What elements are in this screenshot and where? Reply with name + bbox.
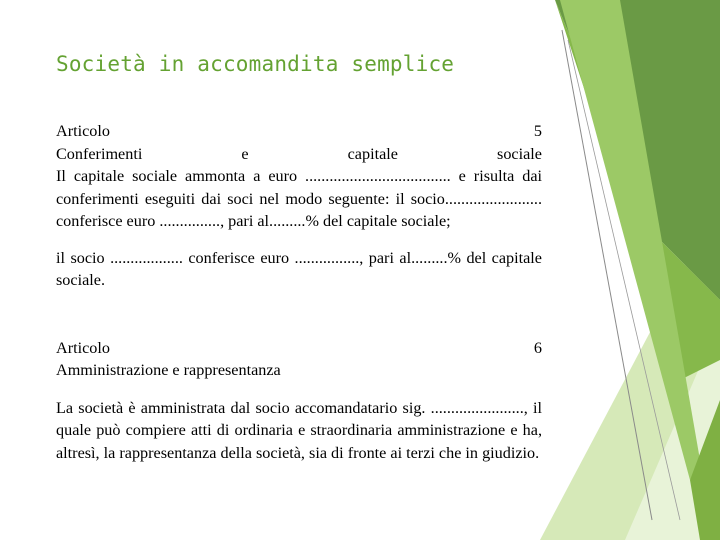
article5-subheading-word: Conferimenti — [56, 144, 143, 163]
article6-subheading: Amministrazione e rappresentanza — [56, 361, 281, 379]
slide-content — [56, 120, 542, 464]
article5-heading — [56, 120, 542, 143]
article6-heading — [56, 337, 542, 360]
article5-number: 5 — [533, 122, 542, 140]
article6-paragraph: La società è amministrata dal socio accomandatario sig. ......................., il quale può compiere atti di ordinaria e straordinaria amministrazione e ha, altresì, la rappresentanza della società, sia di fronte ai terzi che in giudizio. — [56, 398, 542, 462]
article6-number: 6 — [533, 338, 542, 357]
article5-paragraph-1: Il capitale sociale ammonta a euro .................................... e risulta dai conferimenti eseguiti dai soci nel modo seguente: il socio........................ conferisce euro ..............., pari al.........% del capitale sociale; — [56, 167, 542, 230]
article5-subheading-word: capitale — [347, 144, 398, 163]
article5-subheading-word: e — [241, 144, 249, 163]
article5-paragraph-2: il socio .................. conferisce euro ................, pari al.........% del capitale sociale. — [56, 248, 542, 289]
slide-title: Società in accomandita semplice — [56, 52, 455, 76]
article6-label: Articolo — [56, 338, 110, 357]
article5-subheading-word: sociale — [497, 144, 542, 163]
article5-subheading — [56, 143, 542, 166]
article5-label: Articolo — [56, 122, 110, 140]
